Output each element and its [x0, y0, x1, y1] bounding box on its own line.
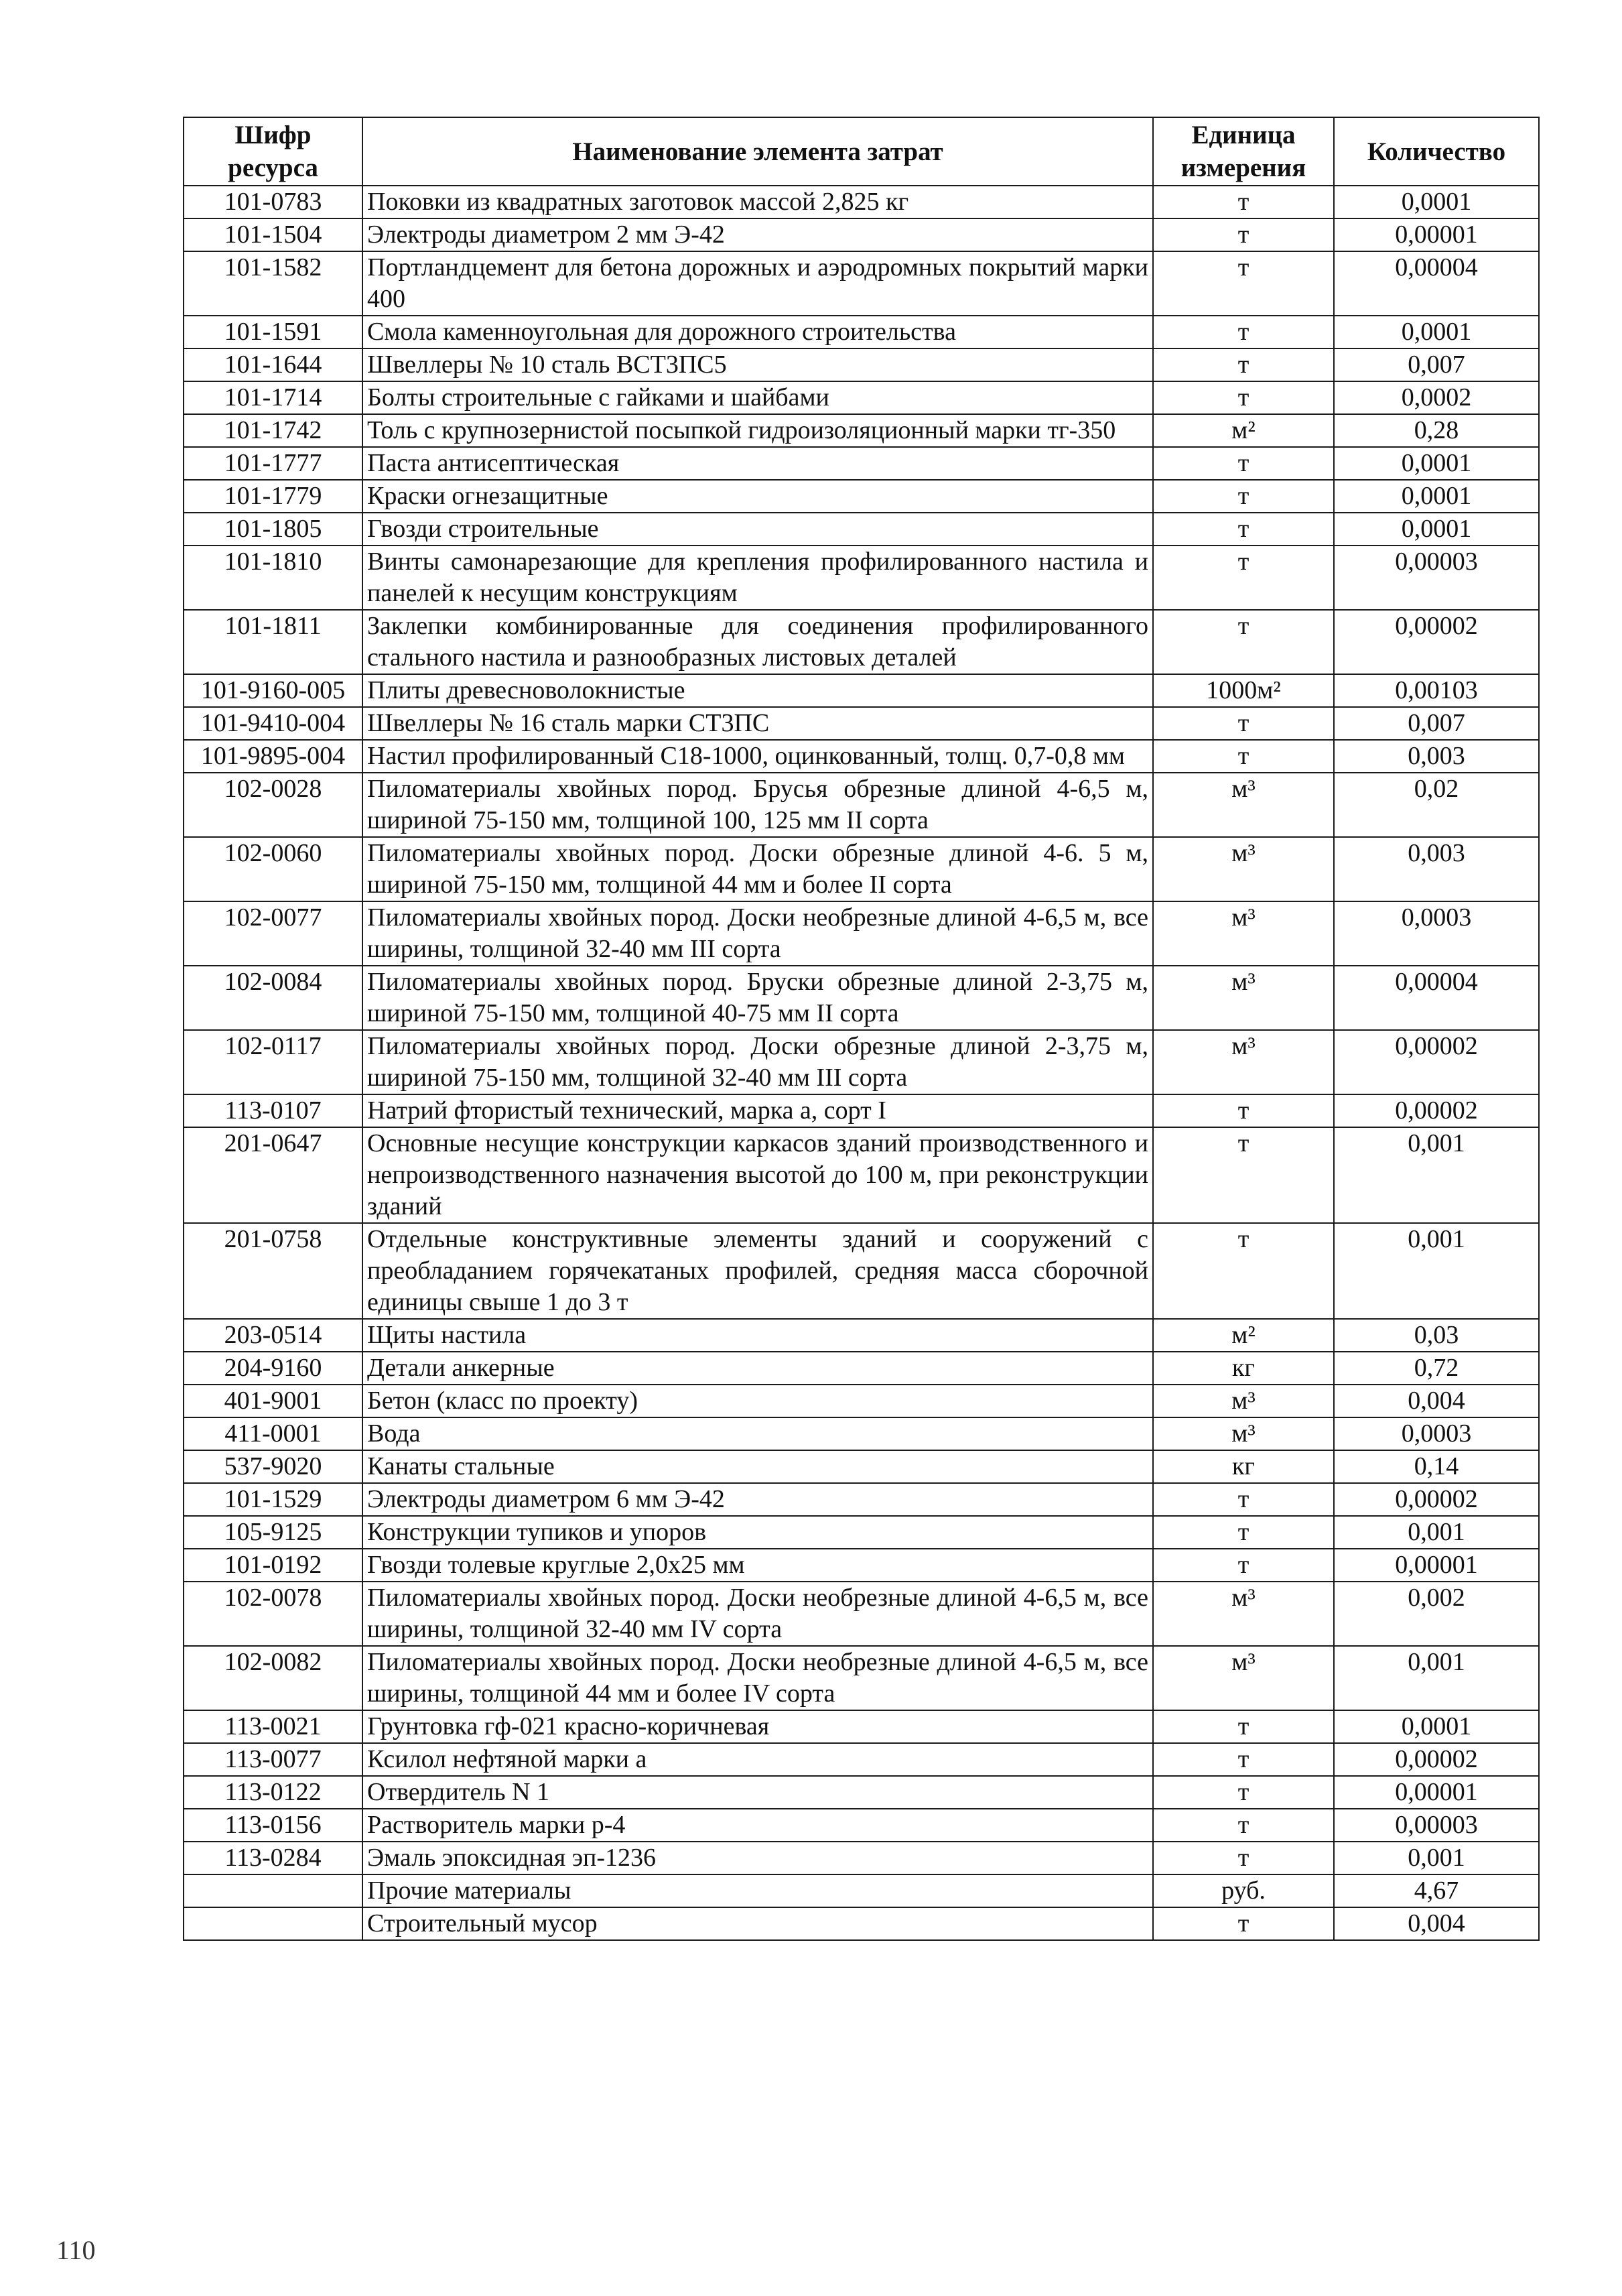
cell-code: 204-9160 [184, 1352, 362, 1385]
table-row [184, 1385, 1539, 1417]
cell-unit: т [1153, 1549, 1334, 1582]
cell-code: 102-0060 [184, 837, 362, 901]
table-row [184, 1874, 1539, 1907]
table-row [184, 447, 1539, 480]
cell-name: Винты самонарезающие для крепления профилированного настила и панелей к несущим конструкциям [362, 546, 1153, 610]
cell-qty: 0,007 [1334, 707, 1539, 740]
table-row [184, 1549, 1539, 1582]
cell-name: Растворитель марки р-4 [362, 1809, 1153, 1842]
cell-unit: т [1153, 186, 1334, 218]
cell-qty: 0,00004 [1334, 966, 1539, 1030]
table-row [184, 1319, 1539, 1352]
cell-unit: т [1153, 740, 1334, 773]
cell-unit: м³ [1153, 837, 1334, 901]
cell-code: 401-9001 [184, 1385, 362, 1417]
cell-code: 105-9125 [184, 1516, 362, 1549]
table-row [184, 610, 1539, 674]
cell-name: Щиты настила [362, 1319, 1153, 1352]
cell-code: 102-0084 [184, 966, 362, 1030]
cell-name: Паста антисептическая [362, 447, 1153, 480]
cell-qty: 0,00004 [1334, 251, 1539, 316]
cell-code: 101-1811 [184, 610, 362, 674]
table-header-row [184, 117, 1539, 186]
cell-qty: 0,00001 [1334, 1549, 1539, 1582]
cell-qty: 0,0001 [1334, 480, 1539, 513]
cell-unit: т [1153, 1743, 1334, 1776]
table-row [184, 186, 1539, 218]
table-row [184, 1582, 1539, 1646]
table-row [184, 1127, 1539, 1223]
table-row [184, 1223, 1539, 1319]
cell-code: 101-1777 [184, 447, 362, 480]
cell-name: Заклепки комбинированные для соединения профилированного стального настила и разнообразных листовых деталей [362, 610, 1153, 674]
cell-name: Швеллеры № 16 сталь марки СТ3ПС [362, 707, 1153, 740]
cell-name: Отдельные конструктивные элементы зданий и сооружений с преобладанием горячекатаных профилей, средняя масса сборочной единицы свыше 1 до 3 т [362, 1223, 1153, 1319]
cell-unit: т [1153, 707, 1334, 740]
cell-code: 411-0001 [184, 1417, 362, 1450]
table-row [184, 773, 1539, 837]
table-row [184, 740, 1539, 773]
cell-unit: м³ [1153, 773, 1334, 837]
table-row [184, 1352, 1539, 1385]
header-code: Шифр ресурса [184, 117, 362, 186]
cell-code: 101-1805 [184, 513, 362, 546]
cell-code: 203-0514 [184, 1319, 362, 1352]
cell-name: Прочие материалы [362, 1874, 1153, 1907]
cell-unit: т [1153, 1842, 1334, 1874]
cell-qty: 4,67 [1334, 1874, 1539, 1907]
cell-qty: 0,0001 [1334, 1710, 1539, 1743]
page-number: 110 [56, 2235, 96, 2265]
cell-name: Болты строительные с гайками и шайбами [362, 381, 1153, 414]
cell-code: 102-0117 [184, 1030, 362, 1094]
cell-name: Настил профилированный С18-1000, оцинкованный, толщ. 0,7-0,8 мм [362, 740, 1153, 773]
cell-unit: м² [1153, 414, 1334, 447]
cell-code: 101-9410-004 [184, 707, 362, 740]
header-name: Наименование элемента затрат [362, 117, 1153, 186]
cell-qty: 0,00002 [1334, 1483, 1539, 1516]
cell-qty: 0,00103 [1334, 674, 1539, 707]
cell-unit: т [1153, 610, 1334, 674]
cell-code: 537-9020 [184, 1450, 362, 1483]
cell-unit: м³ [1153, 901, 1334, 966]
cell-qty: 0,00002 [1334, 1094, 1539, 1127]
cell-qty: 0,00001 [1334, 1776, 1539, 1809]
table-row [184, 1809, 1539, 1842]
cell-name: Канаты стальные [362, 1450, 1153, 1483]
table-row [184, 1516, 1539, 1549]
cell-unit: т [1153, 1776, 1334, 1809]
header-qty: Количество [1334, 117, 1539, 186]
cell-name: Основные несущие конструкции каркасов зданий производственного и непроизводственного назначения высотой до 100 м, при реконструкции зданий [362, 1127, 1153, 1223]
table-row [184, 480, 1539, 513]
cell-unit: м³ [1153, 966, 1334, 1030]
cell-code: 101-1582 [184, 251, 362, 316]
cell-qty: 0,02 [1334, 773, 1539, 837]
resources-table [183, 117, 1540, 1941]
cell-qty: 0,001 [1334, 1516, 1539, 1549]
cell-unit: т [1153, 1223, 1334, 1319]
cell-qty: 0,0002 [1334, 381, 1539, 414]
cell-code: 101-1779 [184, 480, 362, 513]
table-row [184, 1094, 1539, 1127]
cell-name: Толь с крупнозернистой посыпкой гидроизоляционный марки тг-350 [362, 414, 1153, 447]
cell-name: Конструкции тупиков и упоров [362, 1516, 1153, 1549]
cell-name: Гвозди строительные [362, 513, 1153, 546]
cell-qty: 0,03 [1334, 1319, 1539, 1352]
cell-name: Пиломатериалы хвойных пород. Бруски обрезные длиной 2-3,75 м, шириной 75-150 мм, толщиной 40-75 мм II сорта [362, 966, 1153, 1030]
cell-qty: 0,72 [1334, 1352, 1539, 1385]
cell-unit: т [1153, 348, 1334, 381]
cell-code: 101-1742 [184, 414, 362, 447]
cell-qty: 0,0001 [1334, 513, 1539, 546]
cell-code: 102-0077 [184, 901, 362, 966]
cell-code: 101-1644 [184, 348, 362, 381]
table-row [184, 1646, 1539, 1710]
cell-code: 113-0122 [184, 1776, 362, 1809]
cell-qty: 0,0003 [1334, 901, 1539, 966]
table-row [184, 837, 1539, 901]
table-row [184, 1842, 1539, 1874]
cell-unit: т [1153, 218, 1334, 251]
cell-qty: 0,004 [1334, 1907, 1539, 1940]
cell-code: 101-1810 [184, 546, 362, 610]
cell-name: Краски огнезащитные [362, 480, 1153, 513]
cell-qty: 0,0003 [1334, 1417, 1539, 1450]
cell-qty: 0,003 [1334, 837, 1539, 901]
cell-qty: 0,0001 [1334, 316, 1539, 348]
cell-unit: м³ [1153, 1646, 1334, 1710]
cell-unit: кг [1153, 1352, 1334, 1385]
cell-name: Швеллеры № 10 сталь ВСТ3ПС5 [362, 348, 1153, 381]
cell-unit: м³ [1153, 1582, 1334, 1646]
cell-qty: 0,001 [1334, 1127, 1539, 1223]
cell-unit: т [1153, 513, 1334, 546]
cell-name: Пиломатериалы хвойных пород. Доски обрезные длиной 4-6. 5 м, шириной 75-150 мм, толщиной 44 мм и более II сорта [362, 837, 1153, 901]
cell-code: 113-0021 [184, 1710, 362, 1743]
table-row [184, 1743, 1539, 1776]
table-row [184, 546, 1539, 610]
cell-name: Электроды диаметром 2 мм Э-42 [362, 218, 1153, 251]
cell-code: 101-9160-005 [184, 674, 362, 707]
cell-unit: т [1153, 480, 1334, 513]
cell-name: Гвозди толевые круглые 2,0х25 мм [362, 1549, 1153, 1582]
cell-name: Электроды диаметром 6 мм Э-42 [362, 1483, 1153, 1516]
cell-code [184, 1874, 362, 1907]
cell-name: Грунтовка гф-021 красно-коричневая [362, 1710, 1153, 1743]
cell-unit: т [1153, 1483, 1334, 1516]
cell-qty: 0,001 [1334, 1223, 1539, 1319]
cell-unit: т [1153, 1127, 1334, 1223]
table-row [184, 1776, 1539, 1809]
cell-name: Строительный мусор [362, 1907, 1153, 1940]
cell-code: 113-0077 [184, 1743, 362, 1776]
cell-qty: 0,003 [1334, 740, 1539, 773]
cell-code: 101-1591 [184, 316, 362, 348]
cell-name: Бетон (класс по проекту) [362, 1385, 1153, 1417]
table-row [184, 901, 1539, 966]
cell-name: Поковки из квадратных заготовок массой 2,825 кг [362, 186, 1153, 218]
table-row [184, 1483, 1539, 1516]
table-row [184, 218, 1539, 251]
cell-qty: 0,14 [1334, 1450, 1539, 1483]
cell-unit: т [1153, 1809, 1334, 1842]
cell-name: Эмаль эпоксидная эп-1236 [362, 1842, 1153, 1874]
cell-unit: 1000м² [1153, 674, 1334, 707]
cell-qty: 0,00001 [1334, 218, 1539, 251]
cell-code: 101-1529 [184, 1483, 362, 1516]
cell-qty: 0,004 [1334, 1385, 1539, 1417]
cell-unit: т [1153, 1516, 1334, 1549]
cell-unit: т [1153, 1094, 1334, 1127]
header-unit: Единица измерения [1153, 117, 1334, 186]
cell-name: Пиломатериалы хвойных пород. Доски обрезные длиной 2-3,75 м, шириной 75-150 мм, толщиной 32-40 мм III сорта [362, 1030, 1153, 1094]
cell-code: 101-0192 [184, 1549, 362, 1582]
cell-qty: 0,00003 [1334, 546, 1539, 610]
cell-name: Пиломатериалы хвойных пород. Доски необрезные длиной 4-6,5 м, все ширины, толщиной 44 мм и более IV сорта [362, 1646, 1153, 1710]
cell-name: Ксилол нефтяной марки а [362, 1743, 1153, 1776]
cell-qty: 0,00002 [1334, 1743, 1539, 1776]
cell-unit: м³ [1153, 1417, 1334, 1450]
table-row [184, 1710, 1539, 1743]
cell-name: Пиломатериалы хвойных пород. Доски необрезные длиной 4-6,5 м, все ширины, толщиной 32-40 мм IV сорта [362, 1582, 1153, 1646]
cell-code: 102-0082 [184, 1646, 362, 1710]
cell-name: Плиты древесноволокнистые [362, 674, 1153, 707]
table-row [184, 348, 1539, 381]
table-row [184, 513, 1539, 546]
cell-unit: т [1153, 546, 1334, 610]
cell-qty: 0,007 [1334, 348, 1539, 381]
cell-qty: 0,0001 [1334, 186, 1539, 218]
table-row [184, 414, 1539, 447]
cell-unit: т [1153, 381, 1334, 414]
table-row [184, 1450, 1539, 1483]
cell-name: Портландцемент для бетона дорожных и аэродромных покрытий марки 400 [362, 251, 1153, 316]
cell-name: Натрий фтористый технический, марка а, сорт I [362, 1094, 1153, 1127]
cell-name: Пиломатериалы хвойных пород. Брусья обрезные длиной 4-6,5 м, шириной 75-150 мм, толщиной 100, 125 мм II сорта [362, 773, 1153, 837]
cell-code [184, 1907, 362, 1940]
cell-name: Вода [362, 1417, 1153, 1450]
cell-name: Смола каменноугольная для дорожного строительства [362, 316, 1153, 348]
cell-code: 101-1504 [184, 218, 362, 251]
cell-name: Пиломатериалы хвойных пород. Доски необрезные длиной 4-6,5 м, все ширины, толщиной 32-40 мм III сорта [362, 901, 1153, 966]
cell-unit: т [1153, 1907, 1334, 1940]
cell-qty: 0,001 [1334, 1646, 1539, 1710]
cell-name: Отвердитель N 1 [362, 1776, 1153, 1809]
cell-code: 101-1714 [184, 381, 362, 414]
table-row [184, 1417, 1539, 1450]
cell-code: 102-0078 [184, 1582, 362, 1646]
cell-unit: м³ [1153, 1030, 1334, 1094]
table-body [184, 186, 1539, 1940]
cell-name: Детали анкерные [362, 1352, 1153, 1385]
cell-qty: 0,00003 [1334, 1809, 1539, 1842]
cell-code: 101-9895-004 [184, 740, 362, 773]
cell-unit: т [1153, 447, 1334, 480]
table-row [184, 316, 1539, 348]
cell-code: 113-0107 [184, 1094, 362, 1127]
table-row [184, 707, 1539, 740]
table-row [184, 251, 1539, 316]
cell-unit: м³ [1153, 1385, 1334, 1417]
cell-unit: м² [1153, 1319, 1334, 1352]
cell-unit: руб. [1153, 1874, 1334, 1907]
cell-unit: т [1153, 251, 1334, 316]
cell-unit: т [1153, 1710, 1334, 1743]
cell-unit: т [1153, 316, 1334, 348]
cell-unit: кг [1153, 1450, 1334, 1483]
cell-code: 201-0647 [184, 1127, 362, 1223]
cell-qty: 0,001 [1334, 1842, 1539, 1874]
table-row [184, 1907, 1539, 1940]
cell-qty: 0,002 [1334, 1582, 1539, 1646]
cell-code: 102-0028 [184, 773, 362, 837]
table-row [184, 966, 1539, 1030]
cell-code: 201-0758 [184, 1223, 362, 1319]
cell-qty: 0,00002 [1334, 610, 1539, 674]
cell-qty: 0,28 [1334, 414, 1539, 447]
table-row [184, 381, 1539, 414]
cell-qty: 0,0001 [1334, 447, 1539, 480]
cell-qty: 0,00002 [1334, 1030, 1539, 1094]
cell-code: 113-0156 [184, 1809, 362, 1842]
table-row [184, 674, 1539, 707]
cell-code: 113-0284 [184, 1842, 362, 1874]
cell-code: 101-0783 [184, 186, 362, 218]
table-row [184, 1030, 1539, 1094]
